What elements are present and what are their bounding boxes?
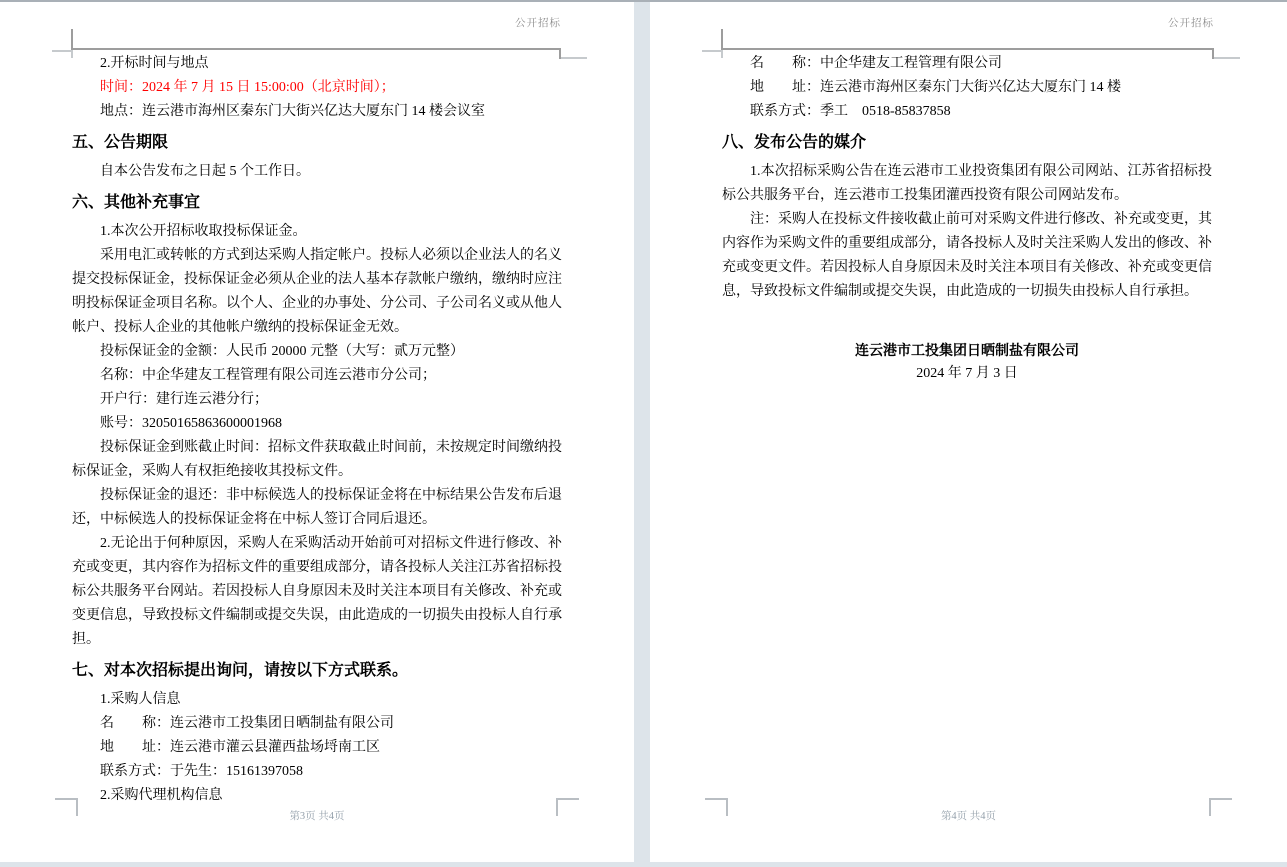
- text-line: 地 址：连云港市灌云县灌西盐场埒南工区: [100, 740, 380, 755]
- paragraph: 1.本次招标采购公告在连云港市工业投资集团有限公司网站、江苏省招标投标公共服务平台，连云港市工投集团灌西投资有限公司网站发布。: [722, 164, 1212, 203]
- margin-tick-top-left: [721, 29, 723, 48]
- paragraph: 投标保证金到账截止时间：招标文件获取截止时间前，未按规定时间缴纳投标保证金，采购人有权拒绝接收其投标文件。: [72, 440, 562, 479]
- page-header-label: 公开招标: [1168, 18, 1214, 29]
- spacer: [722, 304, 1212, 338]
- text-line: 1.采购人信息: [100, 692, 181, 707]
- paragraph: 2.无论出于何种原因，采购人在采购活动开始前可对招标文件进行修改、补充或变更，其内容作为招标文件的重要组成部分，请各投标人关注江苏省招标投标公共服务平台网站。若因投标人自身原因未及时关注本项目有关修改、补充或变更信息，导致投标文件编制或提交失误，由此造成的一切损失由投标人自行承担。: [72, 536, 562, 647]
- margin-tick-top-left: [71, 29, 73, 48]
- text-line: 1.本次公开招标收取投标保证金。: [100, 224, 307, 239]
- document-page-4: [650, 2, 1287, 862]
- text-line: 名称：中企华建友工程管理有限公司连云港市分公司；: [100, 368, 436, 383]
- page-content: [72, 52, 562, 808]
- highlight-line: 时间：2024 年 7 月 15 日 15:00:00（北京时间）；: [100, 80, 395, 95]
- text-line: 地点：连云港市海州区秦东门大街兴亿达大厦东门 14 楼会议室: [100, 104, 485, 119]
- paragraph: 注：采购人在投标文件接收截止前可对采购文件进行修改、补充或变更，其内容作为采购文件的重要组成部分，请各投标人及时关注采购人发出的修改、补充或变更文件。若因投标人自身原因未及时关注本项目有关修改、补充或变更信息，导致投标文件编制或提交失误，由此造成的一切损失由投标人自行承担。: [722, 212, 1212, 299]
- text-line: 联系方式：于先生：15161397058: [100, 764, 303, 779]
- paragraph: 投标保证金的退还：非中标候选人的投标保证金将在中标结果公告发布后退还，中标候选人的投标保证金将在中标人签订合同后退还。: [72, 488, 562, 527]
- header-rule: [721, 48, 1214, 50]
- section-heading: 五、公告期限: [72, 134, 169, 151]
- crop-mark-top-right: [1214, 57, 1240, 59]
- text-line: 自本公告发布之日起 5 个工作日。: [100, 164, 310, 179]
- header-rule: [71, 48, 561, 50]
- section-heading: 七、对本次招标提出询问，请按以下方式联系。: [72, 662, 409, 679]
- page-footer: 第4页 共4页: [940, 811, 997, 822]
- crop-mark-top-left: [702, 50, 723, 58]
- signature-org: 连云港市工投集团日晒制盐有限公司: [855, 342, 1079, 358]
- text-line: 账号：32050165863600001968: [100, 416, 282, 431]
- text-line: 投标保证金的金额：人民币 20000 元整（大写：贰万元整）: [100, 344, 464, 359]
- paragraph: 采用电汇或转帐的方式到达采购人指定帐户。投标人必须以企业法人的名义提交投标保证金，投标保证金必须从企业的法人基本存款帐户缴纳，缴纳时应注明投标保证金项目名称。以个人、企业的办事处、分公司、子公司名义或从他人帐户、投标人企业的其他帐户缴纳的投标保证金无效。: [72, 248, 562, 335]
- page-content: [722, 52, 1212, 386]
- text-line: 名 称：中企华建友工程管理有限公司: [750, 56, 1002, 71]
- section-heading: 八、发布公告的媒介: [722, 134, 867, 151]
- crop-mark-top-left: [52, 50, 73, 58]
- text-line: 地 址：连云港市海州区秦东门大街兴亿达大厦东门 14 楼: [750, 80, 1121, 95]
- text-line: 联系方式：季工 0518-85837858: [750, 104, 951, 119]
- text-line: 开户行：建行连云港分行；: [100, 392, 268, 407]
- document-page-3: [0, 2, 634, 862]
- section-heading: 六、其他补充事宜: [72, 194, 201, 211]
- page-footer: 第3页 共4页: [289, 811, 345, 822]
- text-line: 2.开标时间与地点: [100, 56, 209, 71]
- crop-mark-top-right: [561, 57, 587, 59]
- signature-date: 2024 年 7 月 3 日: [916, 366, 1018, 381]
- text-line: 名 称：连云港市工投集团日晒制盐有限公司: [100, 716, 394, 731]
- page-header-label: 公开招标: [515, 18, 561, 29]
- text-line: 2.采购代理机构信息: [100, 788, 223, 803]
